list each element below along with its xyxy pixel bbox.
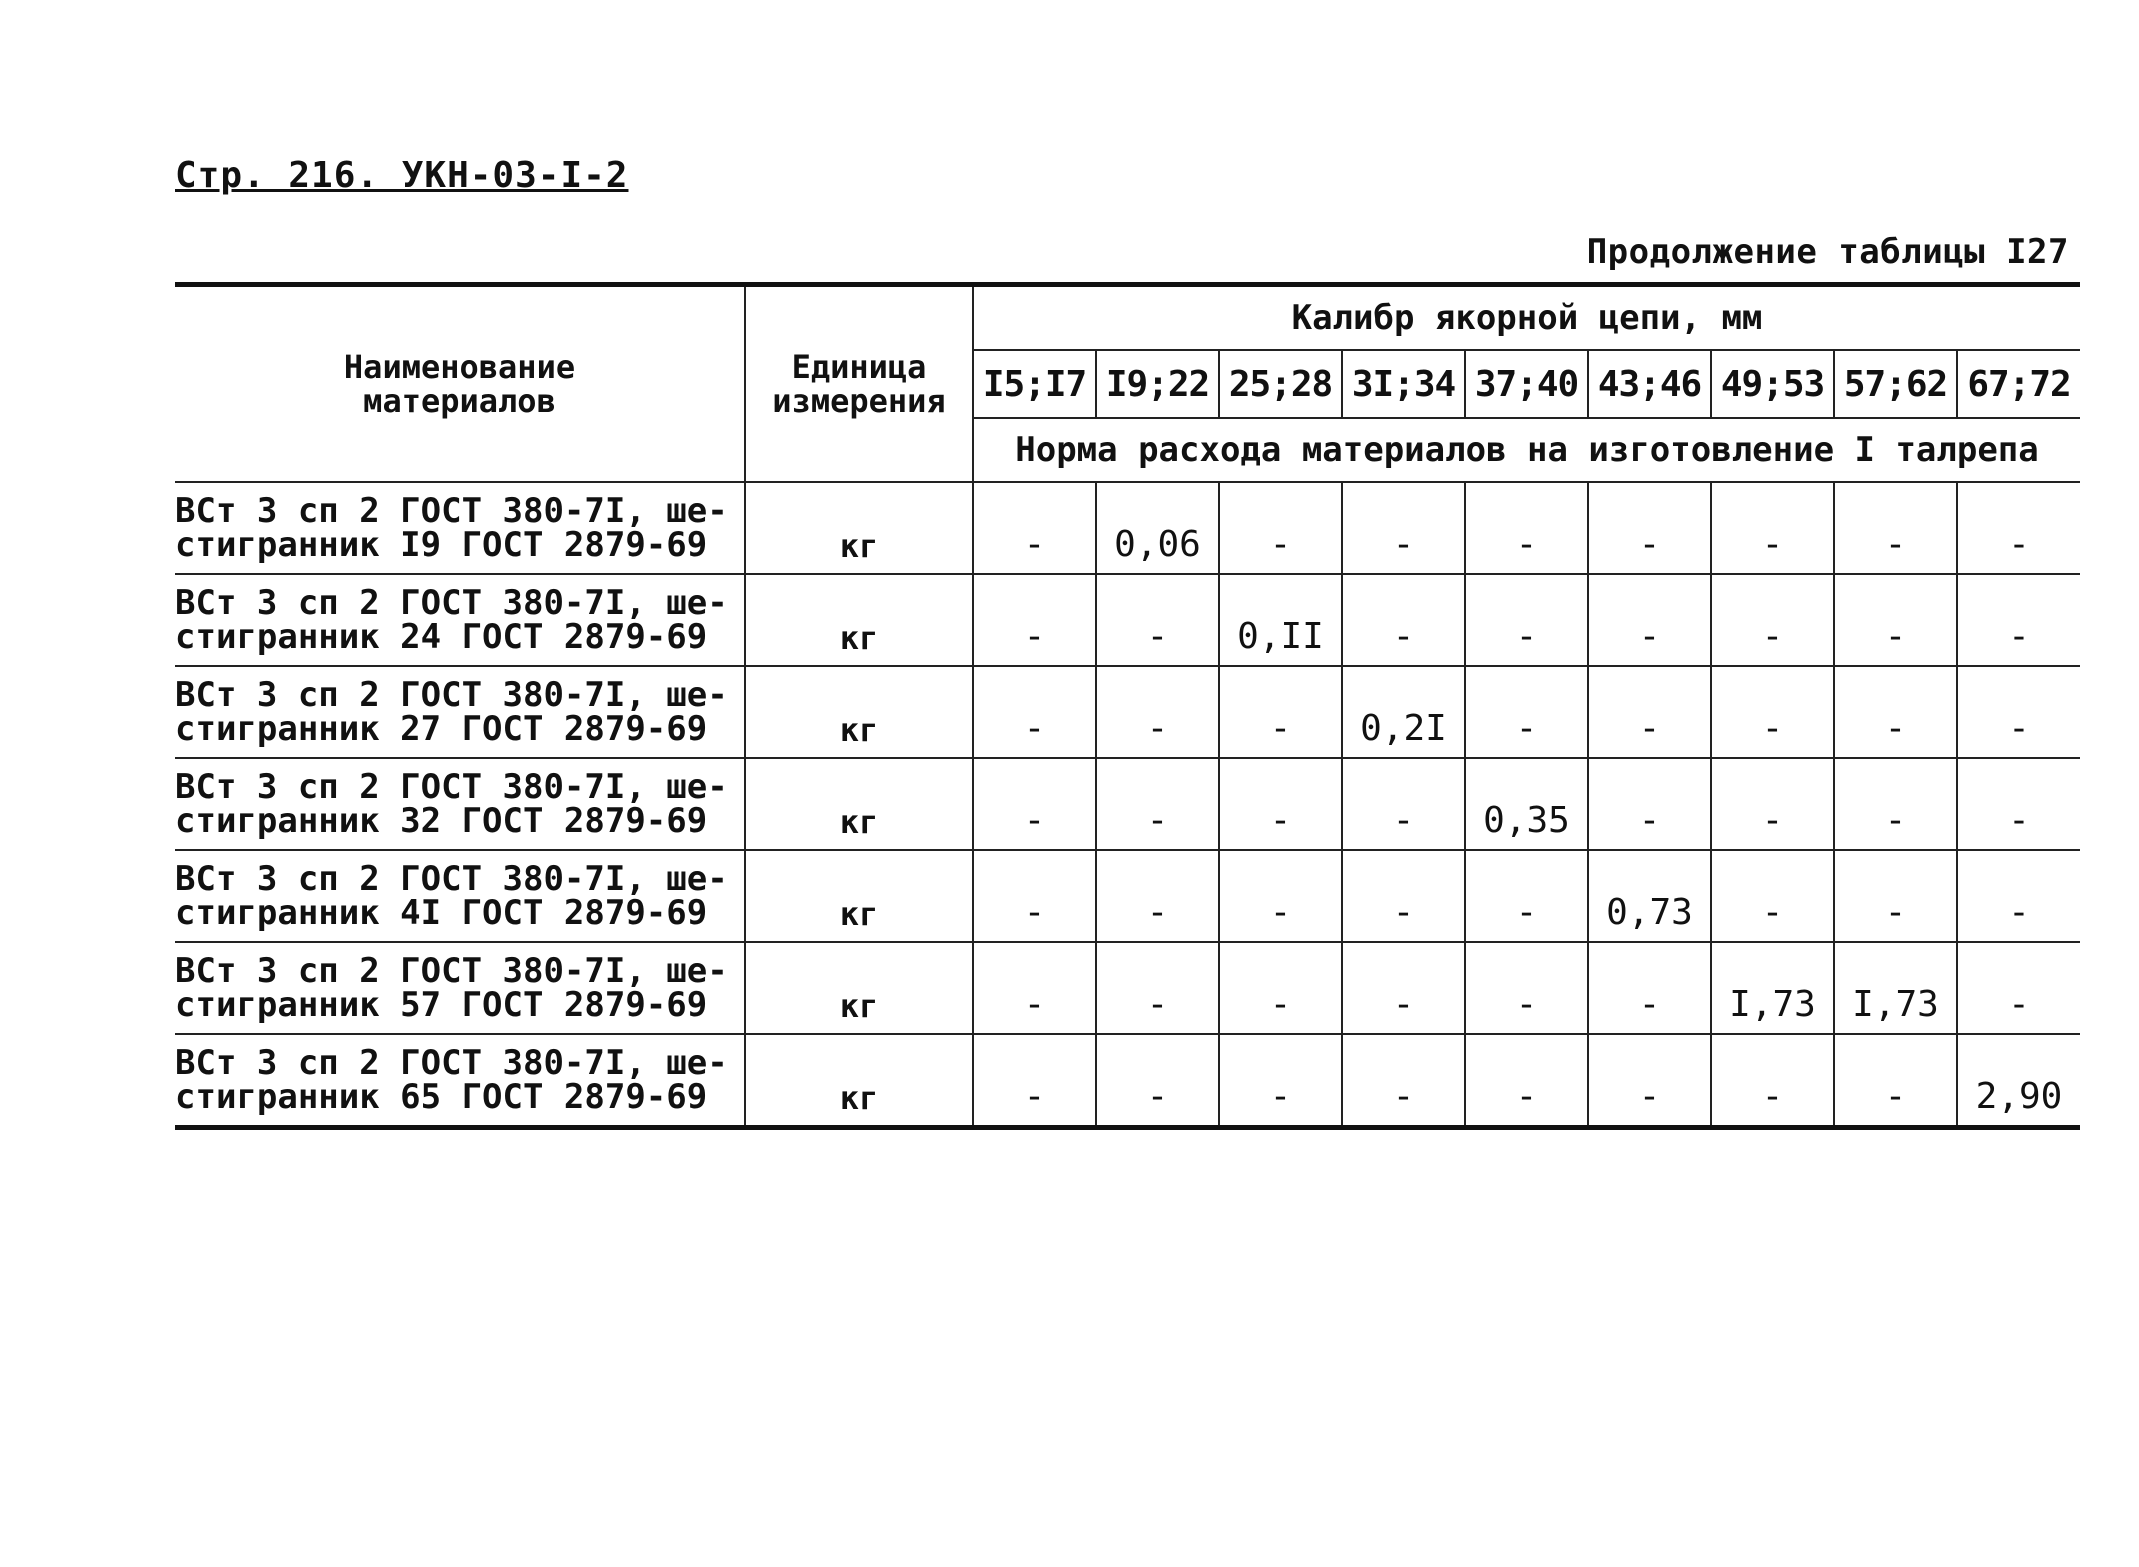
norm-value-cell: - xyxy=(1465,666,1588,758)
norm-value-cell: - xyxy=(1219,942,1342,1034)
norm-value-cell: I,73 xyxy=(1711,942,1834,1034)
unit-cell: кг xyxy=(745,666,973,758)
column-header-material-name: Наименование материалов xyxy=(175,285,745,483)
table-row xyxy=(175,482,2080,574)
norm-value-cell: - xyxy=(1096,758,1219,850)
norm-value-cell: - xyxy=(1342,1034,1465,1128)
norm-value-cell: - xyxy=(1834,482,1957,574)
material-name-line: стигранник I9 ГОСТ 2879-69 xyxy=(175,525,708,565)
unit-cell: кг xyxy=(745,758,973,850)
norm-value-cell: - xyxy=(1588,1034,1711,1128)
norm-value-cell: - xyxy=(1219,1034,1342,1128)
norm-value-cell: - xyxy=(1588,666,1711,758)
norm-value-cell: - xyxy=(1588,942,1711,1034)
norm-value-cell: - xyxy=(1711,1034,1834,1128)
norm-value-cell: - xyxy=(973,574,1096,666)
norm-value-cell: 0,06 xyxy=(1096,482,1219,574)
norm-value-cell: - xyxy=(1342,758,1465,850)
material-name-line: стигранник 24 ГОСТ 2879-69 xyxy=(175,617,708,657)
caliber-column-header: 25;28 xyxy=(1219,350,1342,418)
norm-value-cell: - xyxy=(1957,666,2080,758)
material-name-line: ВСт 3 сп 2 ГОСТ 380-7I, ше- xyxy=(175,675,728,715)
norm-value-cell: 0,73 xyxy=(1588,850,1711,942)
norm-value-cell: - xyxy=(973,942,1096,1034)
norm-value-cell: 0,35 xyxy=(1465,758,1588,850)
material-name-line: стигранник 57 ГОСТ 2879-69 xyxy=(175,985,708,1025)
caliber-column-header: 37;40 xyxy=(1465,350,1588,418)
norm-value-cell: - xyxy=(1957,942,2080,1034)
norm-value-cell: - xyxy=(1588,574,1711,666)
norm-value-cell: - xyxy=(1342,850,1465,942)
norm-value-cell: - xyxy=(1711,574,1834,666)
norm-value-cell: - xyxy=(973,482,1096,574)
unit-cell: кг xyxy=(745,850,973,942)
caliber-column-header: I9;22 xyxy=(1096,350,1219,418)
material-name-line: ВСт 3 сп 2 ГОСТ 380-7I, ше- xyxy=(175,767,728,807)
norm-value-cell: - xyxy=(1096,574,1219,666)
table-row xyxy=(175,758,2080,850)
caliber-column-header: 3I;34 xyxy=(1342,350,1465,418)
table-row xyxy=(175,666,2080,758)
norm-value-cell: I,73 xyxy=(1834,942,1957,1034)
norm-value-cell: - xyxy=(1342,942,1465,1034)
norm-value-cell: - xyxy=(1588,482,1711,574)
material-name-line: ВСт 3 сп 2 ГОСТ 380-7I, ше- xyxy=(175,859,728,899)
norm-value-cell: - xyxy=(1219,850,1342,942)
unit-cell: кг xyxy=(745,942,973,1034)
material-name-line: стигранник 27 ГОСТ 2879-69 xyxy=(175,709,708,749)
material-name-line: ВСт 3 сп 2 ГОСТ 380-7I, ше- xyxy=(175,951,728,991)
norm-value-cell: - xyxy=(1219,482,1342,574)
norm-value-cell: - xyxy=(973,758,1096,850)
norm-value-cell: - xyxy=(1957,482,2080,574)
norm-value-cell: - xyxy=(1834,666,1957,758)
material-name-cell xyxy=(175,574,745,666)
caliber-column-header: 43;46 xyxy=(1588,350,1711,418)
caliber-column-header: 67;72 xyxy=(1957,350,2080,418)
norm-value-cell: - xyxy=(1834,1034,1957,1128)
material-name-line: стигранник 4I ГОСТ 2879-69 xyxy=(175,893,708,933)
unit-cell: кг xyxy=(745,482,973,574)
norm-value-cell: - xyxy=(1711,482,1834,574)
norm-value-cell: - xyxy=(1957,850,2080,942)
unit-cell: кг xyxy=(745,574,973,666)
norm-value-cell: - xyxy=(1219,666,1342,758)
material-name-line: ВСт 3 сп 2 ГОСТ 380-7I, ше- xyxy=(175,583,728,623)
caliber-column-header: 57;62 xyxy=(1834,350,1957,418)
material-name-line: ВСт 3 сп 2 ГОСТ 380-7I, ше- xyxy=(175,1043,728,1083)
table-caption: Продолжение таблицы I27 xyxy=(1586,232,2069,272)
norm-value-cell: - xyxy=(1465,482,1588,574)
norm-value-cell: - xyxy=(1711,758,1834,850)
norm-value-cell: - xyxy=(973,1034,1096,1128)
norm-value-cell: - xyxy=(1219,758,1342,850)
norm-value-cell: - xyxy=(1096,1034,1219,1128)
norm-value-cell: - xyxy=(973,850,1096,942)
table-row xyxy=(175,942,2080,1034)
norm-value-cell: - xyxy=(973,666,1096,758)
material-name-line: стигранник 32 ГОСТ 2879-69 xyxy=(175,801,708,841)
norm-value-cell: - xyxy=(1957,758,2080,850)
norm-header: Норма расхода материалов на изготовление I талрепа xyxy=(973,418,2080,482)
norm-value-cell: - xyxy=(1588,758,1711,850)
material-name-line: стигранник 65 ГОСТ 2879-69 xyxy=(175,1077,708,1117)
table-row xyxy=(175,1034,2080,1128)
caliber-column-header: 49;53 xyxy=(1711,350,1834,418)
norm-value-cell: - xyxy=(1711,850,1834,942)
norm-value-cell: - xyxy=(1465,574,1588,666)
material-name-cell xyxy=(175,1034,745,1128)
norm-value-cell: - xyxy=(1342,482,1465,574)
norm-value-cell: 0,II xyxy=(1219,574,1342,666)
caliber-column-header: I5;I7 xyxy=(973,350,1096,418)
norm-value-cell: - xyxy=(1342,574,1465,666)
norm-value-cell: - xyxy=(1465,850,1588,942)
norm-value-cell: - xyxy=(1096,666,1219,758)
table-row xyxy=(175,574,2080,666)
norm-value-cell: - xyxy=(1711,666,1834,758)
page-header: Стр. 216. УКН-03-I-2 xyxy=(175,155,629,196)
norm-value-cell: 0,2I xyxy=(1342,666,1465,758)
norm-value-cell: - xyxy=(1834,758,1957,850)
material-name-cell xyxy=(175,850,745,942)
norm-value-cell: - xyxy=(1096,942,1219,1034)
norm-value-cell: - xyxy=(1465,1034,1588,1128)
material-name-cell xyxy=(175,482,745,574)
norm-value-cell: - xyxy=(1834,850,1957,942)
caliber-header: Калибр якорной цепи, мм xyxy=(973,285,2080,351)
column-header-unit: Единица измерения xyxy=(745,285,973,483)
unit-cell: кг xyxy=(745,1034,973,1128)
material-name-cell xyxy=(175,666,745,758)
norm-value-cell: 2,90 xyxy=(1957,1034,2080,1128)
materials-norm-table xyxy=(175,282,2080,1130)
norm-value-cell: - xyxy=(1957,574,2080,666)
norm-value-cell: - xyxy=(1096,850,1219,942)
material-name-cell xyxy=(175,942,745,1034)
material-name-cell xyxy=(175,758,745,850)
norm-value-cell: - xyxy=(1465,942,1588,1034)
table-row xyxy=(175,850,2080,942)
material-name-line: ВСт 3 сп 2 ГОСТ 380-7I, ше- xyxy=(175,491,728,531)
norm-value-cell: - xyxy=(1834,574,1957,666)
